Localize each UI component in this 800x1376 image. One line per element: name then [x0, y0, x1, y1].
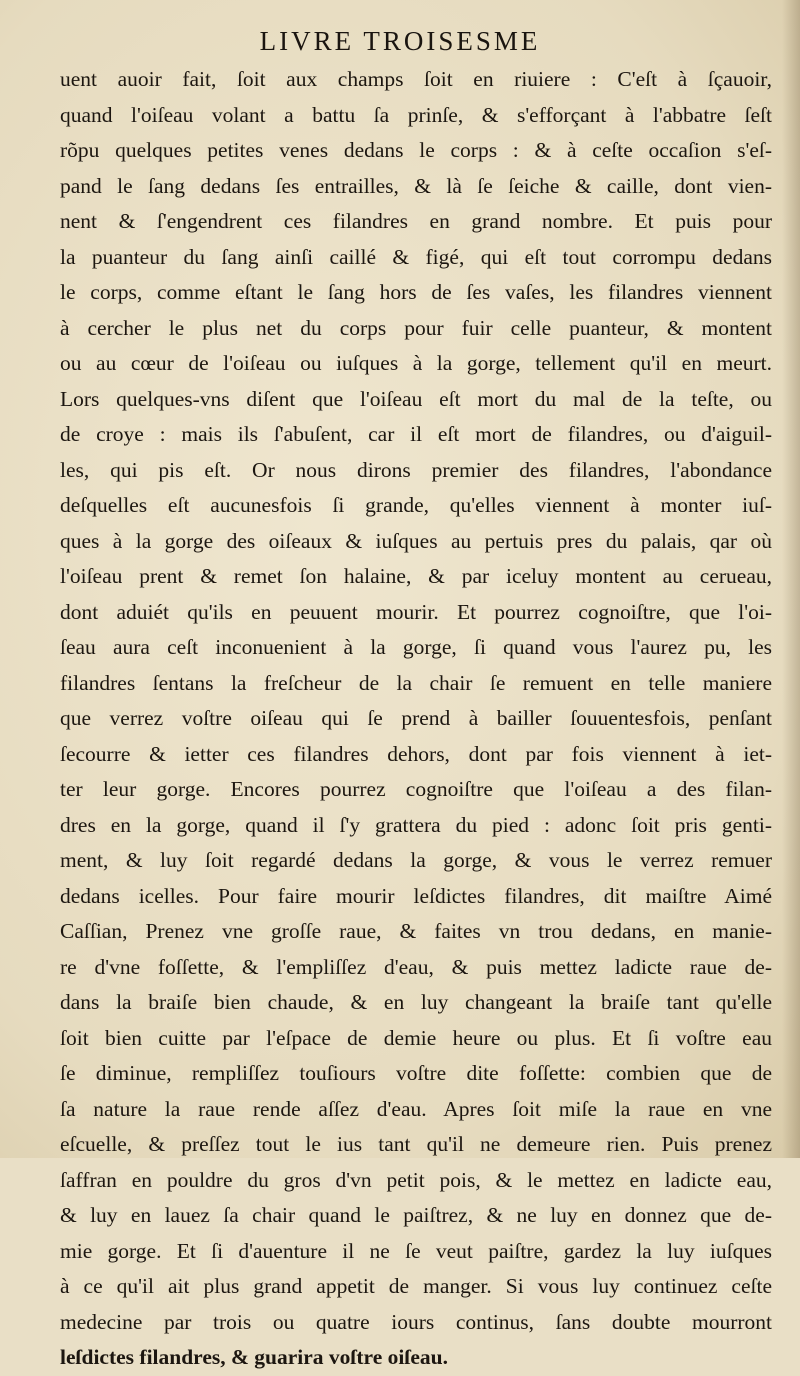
text-line: pand le ſang dedans ſes entrailles, & là ſe ſeiche & caille, dont vien- — [60, 173, 772, 198]
text-line: deſquelles eſt aucunesfois ſi grande, qu'elles viennent à monter iuſ- — [60, 493, 772, 517]
text-line: l'oiſeau prent & remet ſon halaine, & par iceluy montent au cerueau, — [60, 564, 772, 588]
text-line: ſoit bien cuitte par l'eſpace de demie heure ou plus. Et ſi voſtre eau — [60, 1025, 772, 1050]
running-header: LIVRE TROISESME — [259, 26, 541, 56]
text-line: Lors quelques-vns diſent que l'oiſeau eſt mort du mal de la teſte, ou — [60, 386, 772, 411]
text-line: à ce qu'il ait plus grand appetit de manger. Si vous luy continuez ceſte — [60, 1274, 772, 1298]
text-line: mie gorge. Et ſi d'auenture il ne ſe veut paiſtre, gardez la luy iuſques — [60, 1238, 772, 1263]
text-line: ſecourre & ietter ces filandres dehors, dont par fois viennent à iet- — [60, 741, 772, 766]
text-line: filandres ſentans la freſcheur de la chair ſe remuent en telle maniere — [60, 670, 772, 695]
text-line: ſaffran en pouldre du gros d'vn petit pois, & le mettez en ladicte eau, — [60, 1167, 772, 1192]
text-line: quand l'oiſeau volant a battu ſa prinſe, & s'efforçant à l'abbatre ſeſt — [60, 102, 772, 127]
text-line: ter leur gorge. Encores pourrez cognoiſtre que l'oiſeau a des filan- — [60, 777, 772, 801]
text-line: nent & ſ'engendrent ces filandres en grand nombre. Et puis pour — [60, 209, 772, 233]
text-line: la puanteur du ſang ainſi caillé & figé, qui eſt tout corrompu dedans — [60, 244, 772, 269]
text-line: ſeau aura ceſt inconuenient à la gorge, ſi quand vous l'aurez pu, les — [60, 635, 772, 659]
text-line: les, qui pis eſt. Or nous dirons premier des filandres, l'abondance — [60, 457, 772, 482]
text-line: à cercher le plus net du corps pour fuir celle puanteur, & montent — [60, 315, 772, 340]
text-line: medecine par trois ou quatre iours continus, ſans doubte mourront — [60, 1309, 772, 1334]
text-line: rõpu quelques petites venes dedans le corps : & à ceſte occaſion s'eſ- — [60, 138, 772, 162]
text-line: ſa nature la raue rende aſſez d'eau. Apres ſoit miſe la raue en vne — [60, 1096, 772, 1121]
page-edge-shadow — [782, 0, 800, 1158]
text-line: ou au cœur de l'oiſeau ou iuſques à la gorge, tellement qu'il en meurt. — [60, 351, 772, 375]
text-line: le corps, comme eſtant le ſang hors de ſes vaſes, les filandres viennent — [60, 280, 772, 304]
text-line: eſcuelle, & preſſez tout le ius tant qu'il ne demeure rien. Puis prenez — [60, 1132, 772, 1156]
text-line: ment, & luy ſoit regardé dedans la gorge, & vous le verrez remuer — [60, 848, 772, 872]
text-line: Caſſian, Prenez vne groſſe raue, & faites vn trou dedans, en manie- — [60, 919, 772, 943]
text-line: dres en la gorge, quand il ſ'y grattera du pied : adonc ſoit pris genti- — [60, 812, 772, 837]
text-line: & luy en lauez ſa chair quand le paiſtrez, & ne luy en donnez que de- — [60, 1203, 772, 1227]
text-line: leſdictes filandres, & guarira voſtre oiſeau. — [60, 1345, 448, 1369]
text-line: dedans icelles. Pour faire mourir leſdictes filandres, dit maiſtre Aimé — [60, 883, 772, 908]
text-line: ſe diminue, rempliſſez touſiours voſtre dite foſſette: combien que de — [60, 1061, 772, 1085]
text-line: dans la braiſe bien chaude, & en luy changeant la braiſe tant qu'elle — [60, 990, 772, 1014]
text-line: uent auoir fait, ſoit aux champs ſoit en riuiere : C'eſt à ſçauoir, — [60, 67, 772, 91]
text-line: dont aduiét qu'ils en peuuent mourir. Et pourrez cognoiſtre, que l'oi- — [60, 599, 772, 624]
body-text — [60, 62, 772, 1376]
text-line: re d'vne foſſette, & l'empliſſez d'eau, & puis mettez ladicte raue de- — [60, 954, 772, 979]
text-line: de croye : mais ils ſ'abuſent, car il eſt mort de filandres, ou d'aiguil- — [60, 422, 772, 446]
text-line: que verrez voſtre oiſeau qui ſe prend à bailler ſouuentesfois, penſant — [60, 706, 772, 730]
text-line: ques à la gorge des oiſeaux & iuſques au pertuis pres du palais, qar où — [60, 528, 772, 553]
